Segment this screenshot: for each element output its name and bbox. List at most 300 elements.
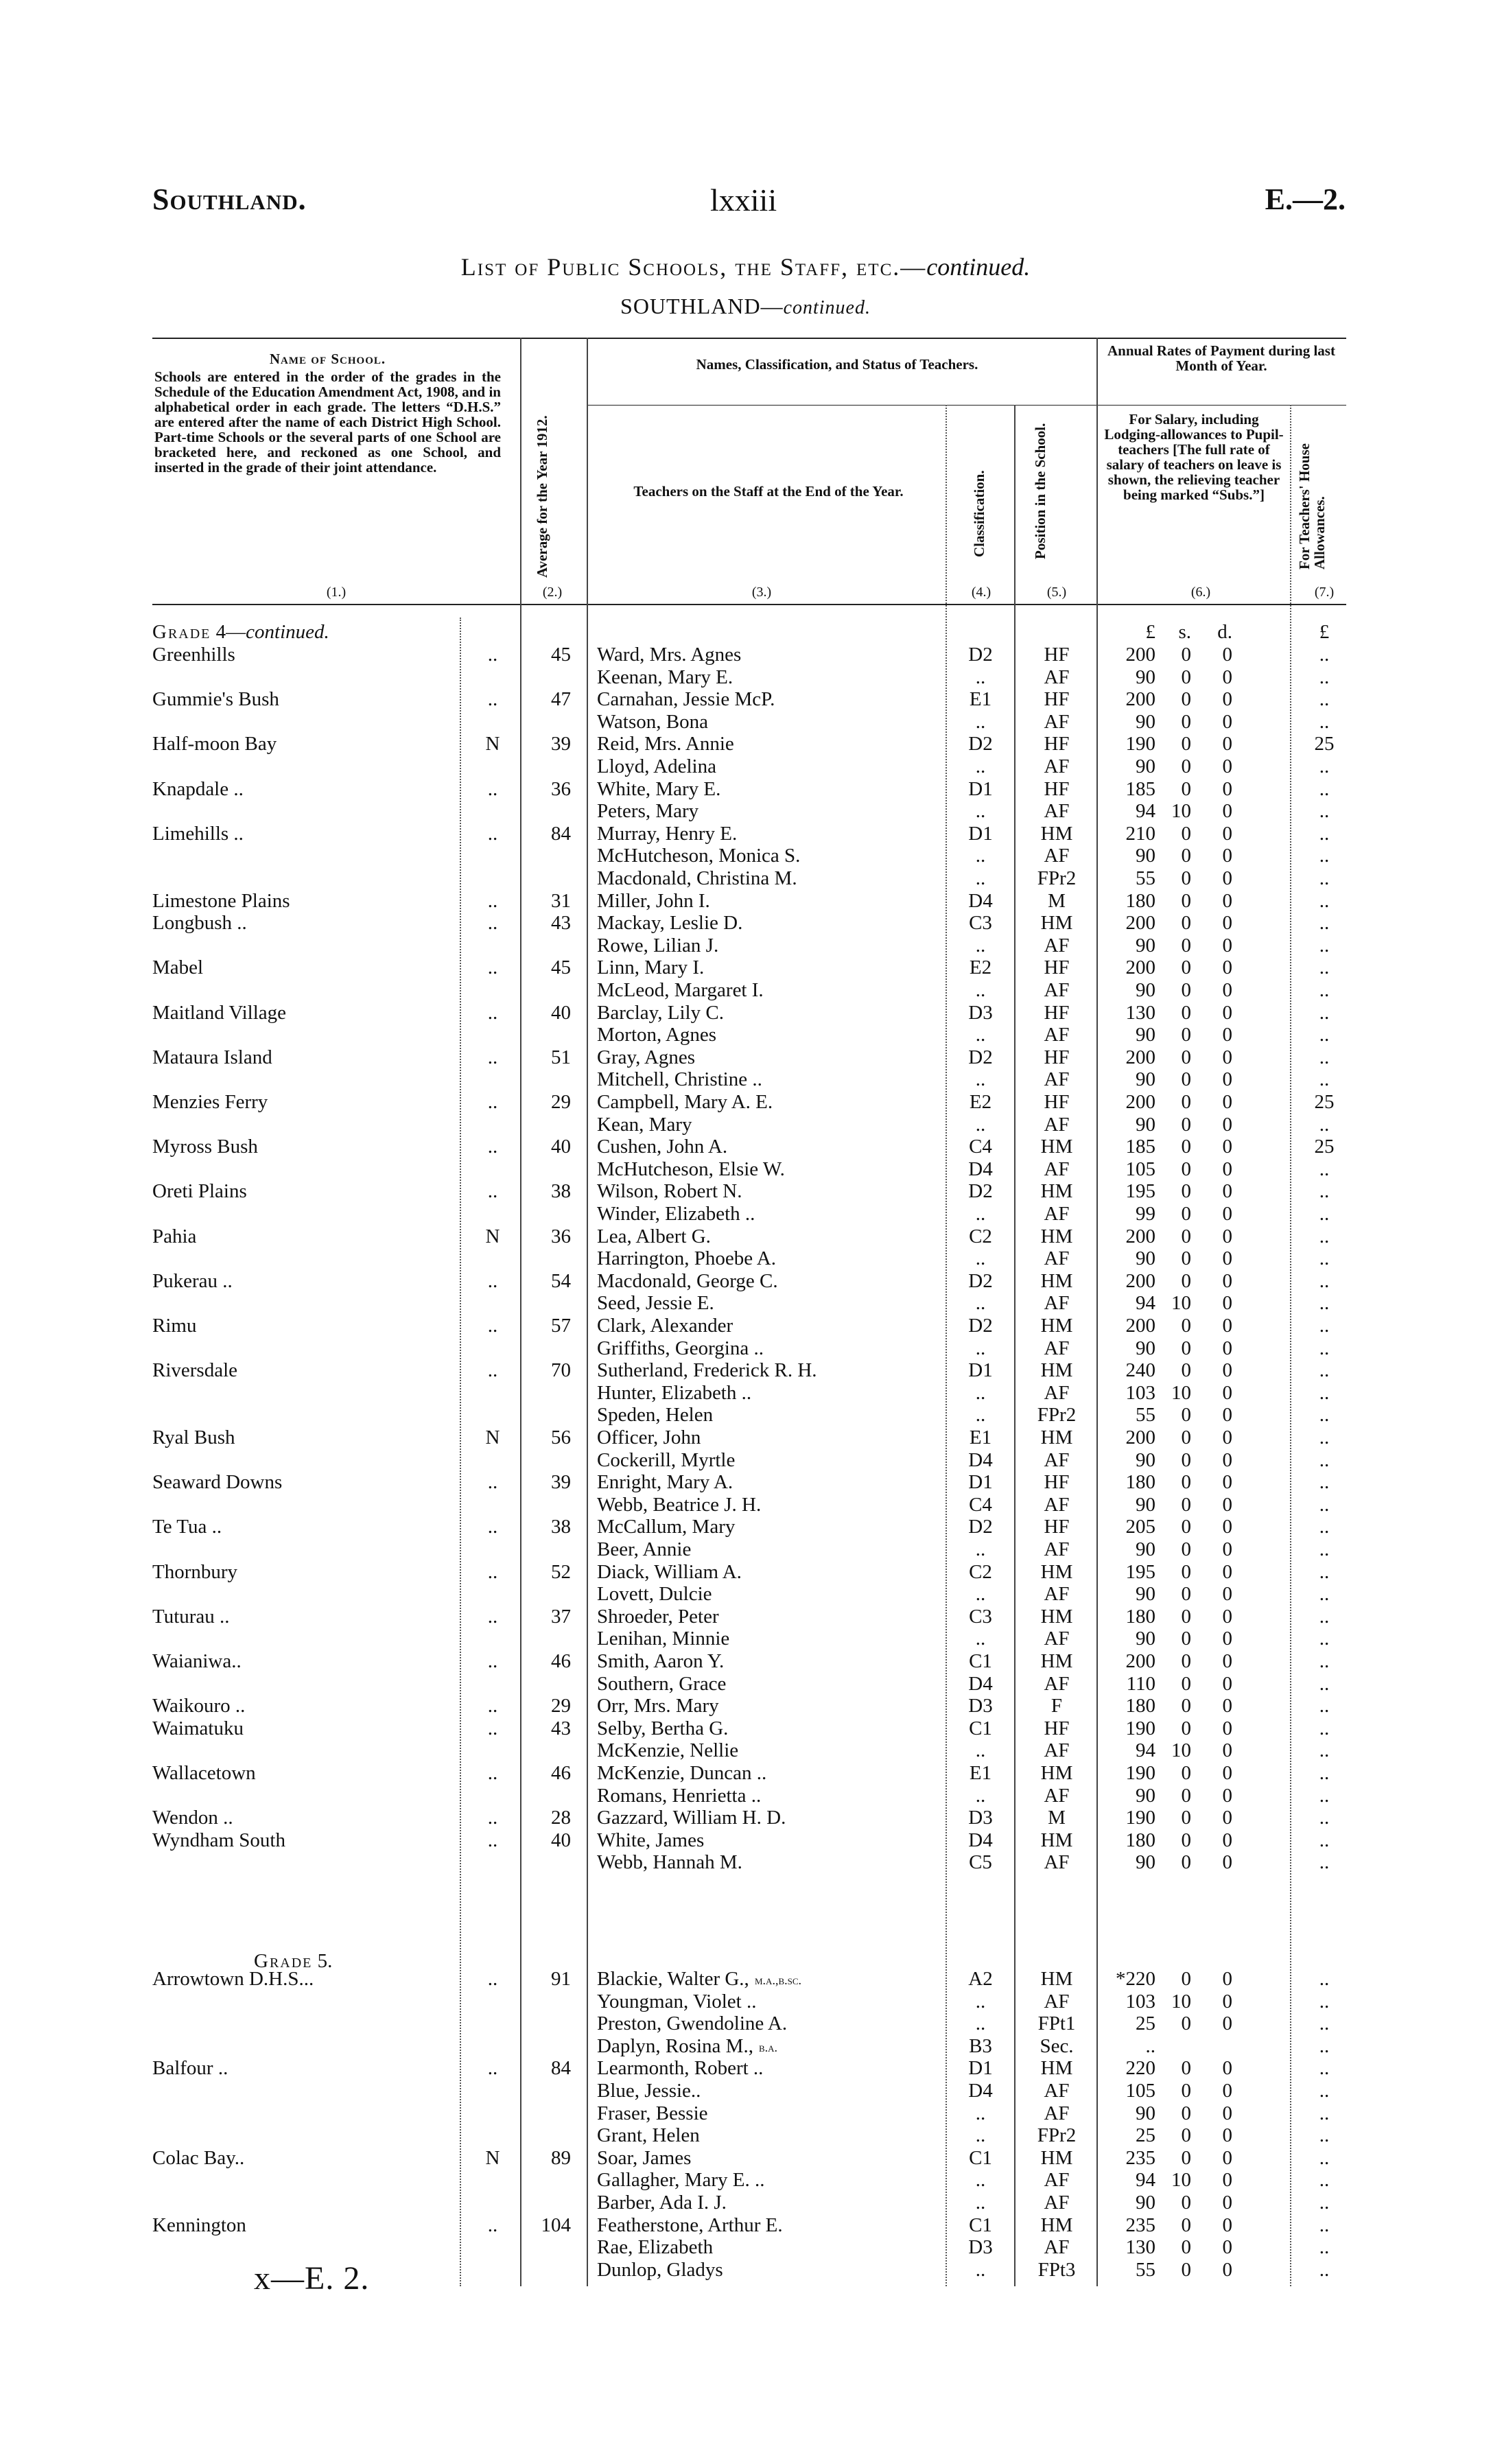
teacher-name: Youngman, Violet ..	[597, 1990, 757, 2013]
salary-pounds: 195	[1125, 1180, 1155, 1203]
classification: C1	[969, 2214, 992, 2236]
classification-col-head: Classification.	[971, 470, 987, 557]
native-mark: ..	[487, 1762, 498, 1784]
salary-shillings: 0	[1181, 1225, 1191, 1247]
salary-pounds: 90	[1136, 1784, 1155, 1807]
salary-pounds: 180	[1125, 1829, 1155, 1851]
salary-pounds: 200	[1125, 1427, 1155, 1448]
salary-shillings: 0	[1181, 1695, 1191, 1717]
salary-shillings: 0	[1181, 666, 1191, 688]
salary-shillings: 10	[1171, 1990, 1191, 2013]
house-allowance: ..	[1319, 1807, 1330, 1829]
salary-pence: 0	[1222, 2080, 1232, 2102]
teacher-name: McKenzie, Nellie	[597, 1739, 739, 1762]
table-row	[0, 1583, 1491, 1605]
salary-pence: 0	[1222, 1829, 1232, 1851]
teacher-name: Mackay, Leslie D.	[597, 912, 743, 935]
house-allowance: ..	[1319, 889, 1330, 912]
classification: ..	[975, 845, 986, 867]
teacher-name: Keenan, Mary E.	[597, 666, 733, 688]
house-allowance: ..	[1319, 666, 1330, 688]
salary-pounds: 90	[1136, 1538, 1155, 1560]
classification: D3	[968, 1807, 993, 1829]
col-num-1: (1.)	[326, 585, 347, 600]
native-mark: ..	[487, 2057, 498, 2080]
classification: ..	[975, 979, 986, 1001]
native-mark: ..	[487, 1001, 498, 1024]
running-head-left: Southland.	[152, 183, 307, 216]
average-attendance: 89	[551, 2146, 571, 2169]
salary-shillings: 0	[1181, 1672, 1191, 1695]
salary-pounds: 200	[1125, 1091, 1155, 1113]
salary-pence: 0	[1222, 1650, 1232, 1672]
teacher-name: Beer, Annie	[597, 1538, 692, 1560]
classification: ..	[975, 1292, 986, 1315]
table-row	[0, 1180, 1491, 1202]
salary-pence: 0	[1222, 1739, 1232, 1762]
table-row	[0, 1427, 1491, 1448]
salary-pounds: 180	[1125, 1695, 1155, 1717]
teacher-name: Macdonald, George C.	[597, 1269, 778, 1292]
classification: D3	[968, 1001, 993, 1024]
average-attendance: 45	[551, 957, 571, 979]
table-row	[0, 1404, 1491, 1426]
salary-pence: 0	[1222, 1203, 1232, 1225]
classification: ..	[975, 934, 986, 957]
table-row	[0, 1270, 1491, 1292]
table-row	[0, 1628, 1491, 1650]
average-attendance: 40	[551, 1136, 571, 1158]
salary-shillings: 0	[1181, 1493, 1191, 1516]
salary-shillings: 0	[1181, 644, 1191, 666]
school-name: Thornbury	[152, 1560, 238, 1583]
school-name: Mabel	[152, 957, 204, 979]
salary-pence: 0	[1222, 1113, 1232, 1136]
teacher-name: Blackie, Walter G.,	[597, 1968, 749, 1990]
classification: D4	[968, 2080, 993, 2102]
district-title: SOUTHLAND—continued.	[620, 294, 871, 318]
classification: ..	[975, 1247, 986, 1270]
native-mark: ..	[487, 822, 498, 845]
teacher-name: Watson, Bona	[597, 710, 708, 733]
native-mark: ..	[487, 1560, 498, 1583]
table-row	[0, 1024, 1491, 1046]
salary-pence: 0	[1222, 2057, 1232, 2080]
teacher-name: Seed, Jessie E.	[597, 1292, 714, 1315]
salary-pence: 0	[1222, 1560, 1232, 1583]
teacher-name: Gray, Agnes	[597, 1046, 696, 1068]
position: HM	[1040, 1359, 1073, 1382]
salary-pounds: 200	[1125, 912, 1155, 935]
school-name: Ryal Bush	[152, 1427, 235, 1448]
teacher-name: Orr, Mrs. Mary	[597, 1695, 719, 1717]
salary-pence: 0	[1222, 912, 1232, 935]
salary-pounds: 200	[1125, 957, 1155, 979]
classification: E1	[969, 1427, 992, 1448]
salary-pounds: 180	[1125, 1605, 1155, 1628]
salary-pence: 0	[1222, 1091, 1232, 1113]
teacher-name: Speden, Helen	[597, 1404, 714, 1427]
native-mark: N	[485, 1427, 500, 1448]
house-allowance: ..	[1319, 2013, 1330, 2035]
salary-pence: 0	[1222, 1807, 1232, 1829]
salary-pounds: 185	[1125, 777, 1155, 800]
salary-shillings: 0	[1181, 1203, 1191, 1225]
table-row	[0, 935, 1491, 957]
salary-pence: 0	[1222, 979, 1232, 1001]
position: AF	[1044, 1068, 1070, 1091]
native-mark: ..	[487, 957, 498, 979]
average-attendance: 40	[551, 1829, 571, 1851]
table-row	[0, 1851, 1491, 1873]
table-row	[0, 1337, 1491, 1359]
salary-shillings: 0	[1181, 1136, 1191, 1158]
house-allowance: ..	[1319, 1605, 1330, 1628]
salary-col-head: For Salary, including Lodging-allowances to Pupil-teachers [The full rate of salary of teachers on leave is shown, the relieving teacher being marked “Subs.”]	[1104, 411, 1284, 503]
table-row	[0, 2236, 1491, 2258]
col-num-6: (6.)	[1190, 585, 1211, 600]
classification: ..	[975, 755, 986, 777]
native-mark: ..	[487, 1829, 498, 1851]
house-allowance: ..	[1319, 1315, 1330, 1337]
table-row	[0, 733, 1491, 755]
classification: ..	[975, 666, 986, 688]
teacher-name: White, Mary E.	[597, 777, 721, 800]
school-name: Half-moon Bay	[152, 733, 277, 755]
salary-shillings: 0	[1181, 2146, 1191, 2169]
teacher-name: Barber, Ada I. J.	[597, 2192, 727, 2214]
salary-pence: 0	[1222, 2192, 1232, 2214]
salary-pence: 0	[1222, 1990, 1232, 2013]
house-allowance: ..	[1319, 710, 1330, 733]
house-allowance: ..	[1319, 1337, 1330, 1359]
table-row	[0, 1991, 1491, 2013]
salary-pence: 0	[1222, 845, 1232, 867]
position: AF	[1044, 2169, 1070, 2192]
salary-shillings: 0	[1181, 1427, 1191, 1448]
position: M	[1048, 1807, 1066, 1829]
salary-pounds: 180	[1125, 889, 1155, 912]
salary-pence: 0	[1222, 2124, 1232, 2147]
salary-shillings: 10	[1171, 1739, 1191, 1762]
native-mark: ..	[487, 1269, 498, 1292]
house-allowance: ..	[1319, 1001, 1330, 1024]
house-allowance: ..	[1319, 2080, 1330, 2102]
house-allowance: ..	[1319, 1203, 1330, 1225]
house-allowance: ..	[1319, 1851, 1330, 1874]
table-row	[0, 688, 1491, 710]
salary-shillings: 0	[1181, 777, 1191, 800]
salary-pence: 0	[1222, 1404, 1232, 1427]
house-allowance: ..	[1319, 777, 1330, 800]
salary-shillings: 0	[1181, 1001, 1191, 1024]
table-row	[0, 1136, 1491, 1158]
classification: ..	[975, 710, 986, 733]
house-col-head: For Teachers' House Allowances.	[1296, 443, 1328, 570]
position: AF	[1044, 1337, 1070, 1359]
school-name: Balfour ..	[152, 2057, 228, 2080]
teacher-name: Barclay, Lily C.	[597, 1001, 724, 1024]
salary-shillings: 0	[1181, 1628, 1191, 1650]
average-attendance: 36	[551, 1225, 571, 1247]
house-allowance: ..	[1319, 1650, 1330, 1672]
house-allowance: ..	[1319, 1560, 1330, 1583]
header-bottom-rule	[152, 604, 1346, 605]
native-mark: ..	[487, 688, 498, 711]
house-allowance: ..	[1319, 1247, 1330, 1270]
salary-shillings: 10	[1171, 1292, 1191, 1315]
average-attendance: 84	[551, 2057, 571, 2080]
house-allowance: ..	[1319, 1829, 1330, 1851]
position: HF	[1044, 1471, 1070, 1494]
position: AF	[1044, 2192, 1070, 2214]
average-attendance: 46	[551, 1762, 571, 1784]
native-mark: ..	[487, 1046, 498, 1068]
teacher-name: Miller, John I.	[597, 889, 710, 912]
house-allowance: ..	[1319, 2102, 1330, 2124]
teacher-name: White, James	[597, 1829, 705, 1851]
position: HF	[1044, 1001, 1070, 1024]
classification: D2	[968, 733, 993, 755]
teacher-name: Learmonth, Robert ..	[597, 2057, 764, 2080]
salary-pounds: 180	[1125, 1471, 1155, 1494]
classification: ..	[975, 2169, 986, 2192]
classification: C3	[969, 912, 992, 935]
salary-pounds: 130	[1125, 2236, 1155, 2259]
salary-pounds: 200	[1125, 1046, 1155, 1068]
salary-pounds: 90	[1136, 1583, 1155, 1606]
position: AF	[1044, 1672, 1070, 1695]
salary-pounds: 90	[1136, 1628, 1155, 1650]
salary-pounds: 90	[1136, 845, 1155, 867]
average-attendance: 39	[551, 733, 571, 755]
house-allowance: 25	[1314, 733, 1335, 755]
native-mark: ..	[487, 1968, 498, 1990]
table-row	[0, 2035, 1491, 2057]
house-allowance: ..	[1319, 1068, 1330, 1091]
salary-shillings: 0	[1181, 934, 1191, 957]
classification: ..	[975, 867, 986, 889]
house-allowance: ..	[1319, 644, 1330, 666]
salary-pounds: 105	[1125, 2080, 1155, 2102]
classification: ..	[975, 1024, 986, 1046]
signature-footer: x—E. 2.	[254, 2260, 370, 2297]
salary-pounds: 185	[1125, 1136, 1155, 1158]
house-allowance: ..	[1319, 688, 1330, 711]
position: AF	[1044, 1739, 1070, 1762]
classification: ..	[975, 2124, 986, 2147]
table-row	[0, 1247, 1491, 1269]
col-num-3: (3.)	[751, 585, 772, 600]
salary-pence: 0	[1222, 1136, 1232, 1158]
teacher-name: Webb, Hannah M.	[597, 1851, 742, 1874]
school-name: Oreti Plains	[152, 1180, 247, 1203]
house-allowance: ..	[1319, 1583, 1330, 1606]
table-row	[0, 1494, 1491, 1516]
school-name: Te Tua ..	[152, 1516, 222, 1538]
table-row	[0, 2259, 1491, 2281]
teacher-name: Fraser, Bessie	[597, 2102, 708, 2124]
house-allowance: ..	[1319, 2214, 1330, 2236]
salary-shillings: 0	[1181, 912, 1191, 935]
table-row	[0, 2214, 1491, 2236]
position: AF	[1044, 1203, 1070, 1225]
col-num-2: (2.)	[542, 585, 563, 600]
teacher-name: Mitchell, Christine ..	[597, 1068, 762, 1091]
salary-shillings: 0	[1181, 1247, 1191, 1270]
position: HF	[1044, 777, 1070, 800]
salary-pounds: 103	[1125, 1990, 1155, 2013]
teacher-name: Grant, Helen	[597, 2124, 700, 2147]
classification: D1	[968, 2057, 993, 2080]
table-row	[0, 1471, 1491, 1493]
salary-pence: 0	[1222, 1672, 1232, 1695]
salary-pounds: 200	[1125, 1269, 1155, 1292]
salary-shillings: 0	[1181, 2236, 1191, 2259]
classification: D2	[968, 1180, 993, 1203]
teacher-name: McCallum, Mary	[597, 1516, 736, 1538]
position: HM	[1040, 1225, 1073, 1247]
teacher-name: Blue, Jessie..	[597, 2080, 701, 2102]
salary-shillings: 0	[1181, 1968, 1191, 1990]
salary-pence: 0	[1222, 1381, 1232, 1404]
salary-shillings: 0	[1181, 1650, 1191, 1672]
salary-pence: 0	[1222, 1516, 1232, 1538]
salary-pence: 0	[1222, 1427, 1232, 1448]
teacher-name: Morton, Agnes	[597, 1024, 716, 1046]
salary-shillings: 0	[1181, 1359, 1191, 1382]
house-allowance: ..	[1319, 912, 1330, 935]
teacher-degree: b.a.	[759, 2040, 778, 2054]
teacher-name: Romans, Henrietta ..	[597, 1784, 762, 1807]
teacher-name: Rae, Elizabeth	[597, 2236, 714, 2259]
table-row	[0, 2080, 1491, 2102]
teacher-name: Enright, Mary A.	[597, 1471, 733, 1494]
salary-pounds: 99	[1136, 1203, 1155, 1225]
salary-pence: 0	[1222, 1247, 1232, 1270]
teacher-name: Southern, Grace	[597, 1672, 727, 1695]
salary-pounds: 90	[1136, 1851, 1155, 1874]
position: AF	[1044, 1113, 1070, 1136]
average-col-head: Average for the Year 1912.	[534, 415, 550, 578]
position: HF	[1044, 957, 1070, 979]
position: F	[1050, 1695, 1063, 1717]
teacher-name: Dunlop, Gladys	[597, 2258, 723, 2281]
salary-pence: 0	[1222, 1024, 1232, 1046]
salary-pence: 0	[1222, 2013, 1232, 2035]
table-row	[0, 912, 1491, 934]
salary-pounds: 90	[1136, 1024, 1155, 1046]
table-row	[0, 1114, 1491, 1136]
classification: E2	[969, 1091, 992, 1113]
classification: ..	[975, 1113, 986, 1136]
school-name: Longbush ..	[152, 912, 247, 935]
native-mark: ..	[487, 1807, 498, 1829]
salary-pounds: ..	[1145, 2034, 1155, 2057]
position: AF	[1044, 979, 1070, 1001]
classification: ..	[975, 1381, 986, 1404]
table-row	[0, 1158, 1491, 1180]
salary-shillings: 0	[1181, 1046, 1191, 1068]
salary-shillings: 0	[1181, 2214, 1191, 2236]
position: HF	[1044, 1091, 1070, 1113]
salary-shillings: 0	[1181, 822, 1191, 845]
salary-pence: 0	[1222, 1292, 1232, 1315]
native-mark: ..	[487, 1717, 498, 1739]
table-row	[0, 1673, 1491, 1695]
position: HF	[1044, 688, 1070, 711]
position: HM	[1040, 1180, 1073, 1203]
col-num-7: (7.)	[1314, 585, 1335, 600]
salary-pounds: 110	[1126, 1672, 1155, 1695]
salary-pounds: 235	[1125, 2146, 1155, 2169]
house-allowance: ..	[1319, 1762, 1330, 1784]
house-allowance: ..	[1319, 800, 1330, 823]
teacher-name: Preston, Gwendoline A.	[597, 2013, 788, 2035]
school-name: Pukerau ..	[152, 1269, 233, 1292]
position: FPr2	[1037, 2124, 1077, 2147]
salary-pounds: 94	[1136, 800, 1155, 823]
average-attendance: 28	[551, 1807, 571, 1829]
house-allowance: ..	[1319, 1292, 1330, 1315]
position: HF	[1044, 733, 1070, 755]
salary-pounds: 90	[1136, 1113, 1155, 1136]
classification: D2	[968, 1315, 993, 1337]
house-allowance: ..	[1319, 1493, 1330, 1516]
table-row	[0, 845, 1491, 867]
teacher-name: McHutcheson, Monica S.	[597, 845, 801, 867]
classification: D4	[968, 1448, 993, 1471]
table-row	[0, 1046, 1491, 1068]
salary-pence: 0	[1222, 934, 1232, 957]
salary-pence: 0	[1222, 1583, 1232, 1606]
salary-pounds: 200	[1125, 1650, 1155, 1672]
teacher-name: Linn, Mary I.	[597, 957, 705, 979]
salary-pence: 0	[1222, 755, 1232, 777]
salary-pence: 0	[1222, 2102, 1232, 2124]
table-row	[0, 1225, 1491, 1247]
salary-pence: 0	[1222, 1968, 1232, 1990]
name-col-head: Name of School. Schools are entered in the order of the grades in the Schedule of the Education Amendment Act, 1908, and in alphabetical order in each grade. The letters “D.H.S.” are entered after the name of each District High School. Part-time Schools or the several parts of one School are bracketed here, and reckoned as one School, and inserted in the grade of their joint attendance.	[154, 351, 501, 476]
subheader-rule	[587, 405, 1346, 406]
table-row	[0, 2013, 1491, 2034]
table-row	[0, 1807, 1491, 1829]
native-mark: ..	[487, 1650, 498, 1672]
teacher-name: Shroeder, Peter	[597, 1605, 719, 1628]
salary-pence: 0	[1222, 867, 1232, 889]
position: HM	[1040, 1560, 1073, 1583]
salary-shillings: 0	[1181, 1471, 1191, 1494]
salary-pence: 0	[1222, 2214, 1232, 2236]
salary-pounds: 94	[1136, 2169, 1155, 2192]
school-name: Riversdale	[152, 1359, 238, 1382]
position: AF	[1044, 2236, 1070, 2259]
school-name: Limestone Plains	[152, 889, 290, 912]
salary-pence: 0	[1222, 1605, 1232, 1628]
salary-shillings: 0	[1181, 1315, 1191, 1337]
teacher-name: Cushen, John A.	[597, 1136, 728, 1158]
teacher-name: Selby, Bertha G.	[597, 1717, 729, 1739]
native-mark: ..	[487, 1695, 498, 1717]
position: HM	[1040, 1829, 1073, 1851]
position: HM	[1040, 1136, 1073, 1158]
teacher-name: Carnahan, Jessie McP.	[597, 688, 775, 711]
salary-shillings: 0	[1181, 889, 1191, 912]
salary-pence: 0	[1222, 1046, 1232, 1068]
salary-pence: 0	[1222, 1695, 1232, 1717]
position: AF	[1044, 1538, 1070, 1560]
house-allowance: ..	[1319, 2034, 1330, 2057]
